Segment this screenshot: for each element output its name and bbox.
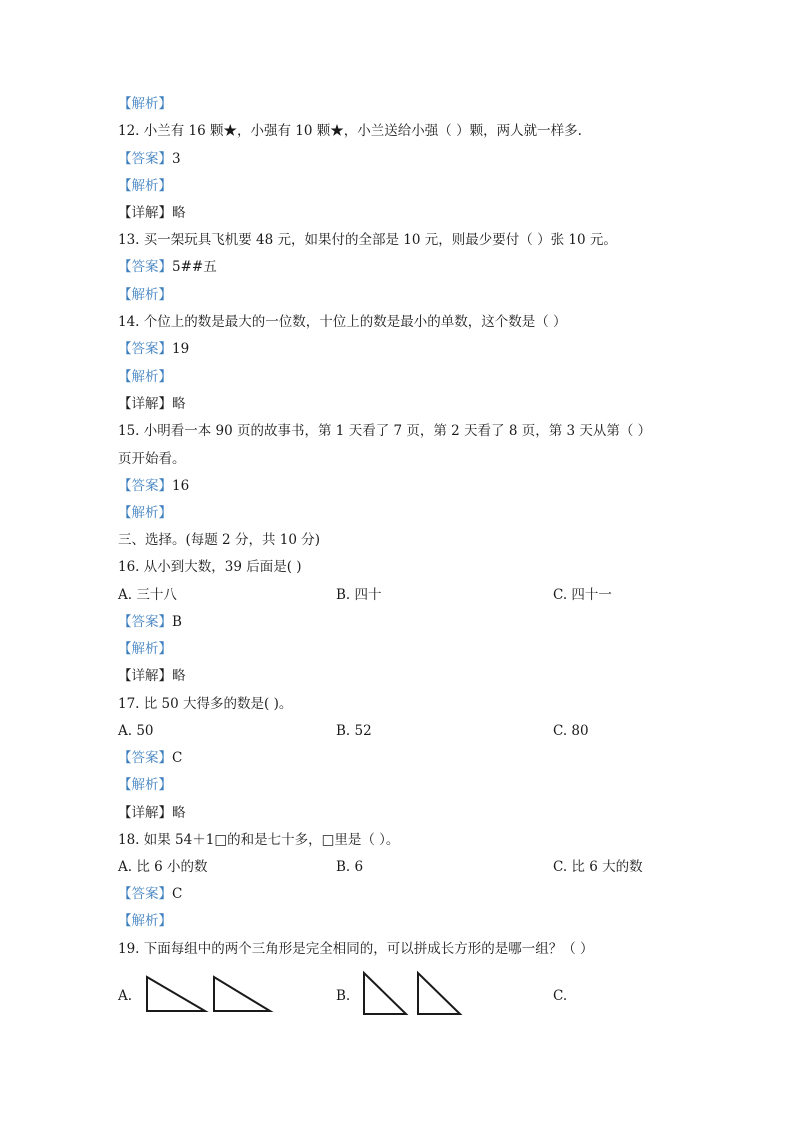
q19-a-triangle-1 [147, 977, 205, 1011]
q18-option-c: C. 比 6 大的数 [553, 859, 643, 875]
line-26: 18. 如果 54＋1□的和是七十多，□里是（ ）。 [118, 832, 400, 848]
line-8: 【解析】 [118, 287, 172, 303]
line-18: 16. 从小到大数，39 后面是( ) [118, 559, 302, 575]
line-17: 三、选择。(每题 2 分，共 10 分) [118, 532, 320, 548]
q17-option-a: A. 50 [118, 723, 154, 739]
line-7: 【答案】5##五 [118, 259, 217, 275]
line-14: 页开始看。 [118, 451, 186, 467]
q19-option-b: B. [336, 988, 351, 1004]
line-19: 【答案】B [118, 614, 182, 630]
line-5: 【详解】略 [118, 205, 186, 221]
line-11: 【解析】 [118, 369, 172, 385]
q19-b-triangle-1 [364, 973, 406, 1014]
line-2: 12. 小兰有 16 颗★，小强有 10 颗★，小兰送给小强（ ）颗，两人就一样多. [118, 123, 582, 139]
q18-option-b: B. 6 [336, 859, 364, 875]
q16-option-a: A. 三十八 [118, 587, 177, 603]
line-25: 【详解】略 [118, 805, 186, 821]
q19-a-triangles [140, 975, 280, 1015]
line-23: 【答案】C [118, 750, 183, 766]
q17-option-b: B. 52 [336, 723, 372, 739]
line-27: 【答案】C [118, 886, 183, 902]
line-6: 13. 买一架玩具飞机要 48 元，如果付的全部是 10 元，则最少要付（ ）张 10 元。 [118, 232, 617, 248]
q16-option-b: B. 四十 [336, 587, 382, 603]
line-22: 17. 比 50 大得多的数是( )。 [118, 696, 293, 712]
q19-a-triangle-2 [214, 977, 270, 1011]
q16-option-c: C. 四十一 [553, 587, 612, 603]
line-1: 【解析】 [118, 96, 172, 112]
line-20: 【解析】 [118, 641, 172, 657]
q19-option-a: A. [118, 988, 133, 1004]
line-16: 【解析】 [118, 505, 172, 521]
q19-b-triangles [358, 970, 468, 1018]
line-28: 【解析】 [118, 913, 172, 929]
q17-option-c: C. 80 [553, 723, 589, 739]
q18-option-a: A. 比 6 小的数 [118, 859, 208, 875]
line-24: 【解析】 [118, 777, 172, 793]
q19-option-c: C. [553, 988, 568, 1004]
line-10: 【答案】19 [118, 341, 190, 357]
line-3: 【答案】3 [118, 151, 181, 167]
line-12: 【详解】略 [118, 396, 186, 412]
line-29: 19. 下面每组中的两个三角形是完全相同的，可以拼成长方形的是哪一组？（ ） [118, 941, 594, 957]
line-4: 【解析】 [118, 178, 172, 194]
line-13: 15. 小明看一本 90 页的故事书，第 1 天看了 7 页，第 2 天看了 8 页，第 3 天从第（ ） [118, 423, 652, 439]
q19-b-triangle-2 [418, 973, 460, 1014]
line-9: 14. 个位上的数是最大的一位数，十位上的数是最小的单数，这个数是（ ） [118, 314, 567, 330]
line-21: 【详解】略 [118, 668, 186, 684]
line-15: 【答案】16 [118, 478, 190, 494]
